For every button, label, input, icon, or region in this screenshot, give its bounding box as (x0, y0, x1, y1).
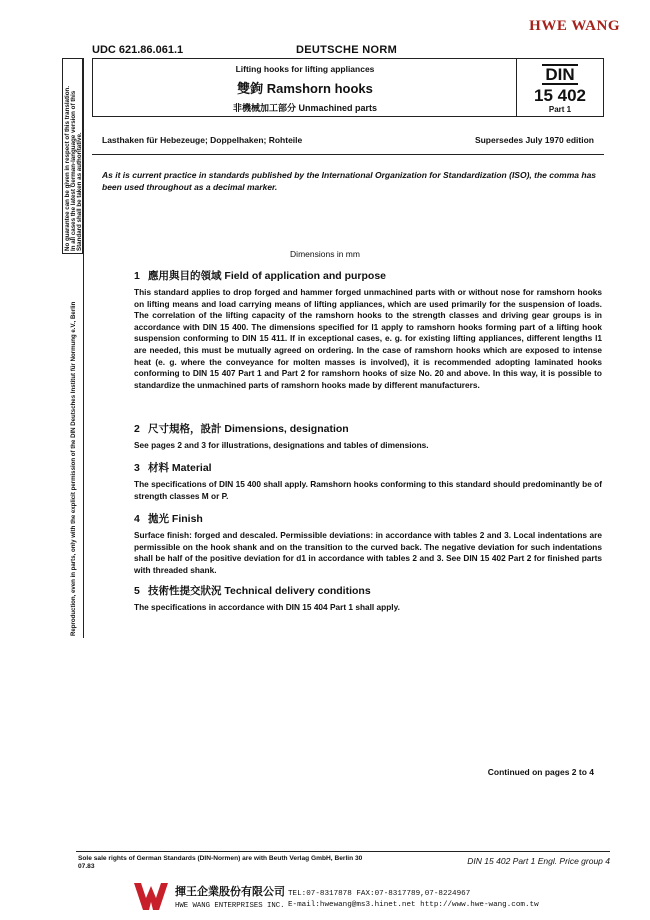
sole-sale-rights (78, 855, 362, 871)
supersedes-note: Supersedes July 1970 edition (474, 135, 594, 145)
document-subtitle: Lifting hooks for lifting appliances (235, 64, 375, 74)
section-title: 尺寸規格，設計 Dimensions, designation (148, 423, 349, 435)
translation-notice-line-1: No guarantee can be given in respect of this translation. (64, 85, 71, 251)
dimensions-note: Dimensions in mm (290, 249, 360, 259)
section-title: 材料 Material (148, 462, 212, 474)
standard-type: DEUTSCHE NORM (296, 44, 398, 56)
udc-code: UDC 621.86.061.1 (92, 44, 184, 56)
section-body: Surface finish: forged and descaled. Permissible deviations: in accordance with tables 2 and 3. Local indentations are permissible on the hook shank and on the transition to the curved back. The negative deviation for such indentations shall be half of the positive deviation for d1 in accordance with tables 2 and 3. See DIN 15 402 Part 2 for finished parts with threaded shank. (134, 530, 602, 575)
section-body: The specifications of DIN 15 400 shall apply. Ramshorn hooks conforming to this standard should predominantly be of strength classes M or P. (134, 479, 602, 501)
parts-label: 非機械加工部分 Unmachined parts (232, 103, 378, 113)
german-title: Lasthaken für Hebezeuge; Doppelhaken; Rohteile (102, 135, 303, 145)
din-number: 15 402 (534, 86, 586, 105)
section-title: 應用與目的領域 Field of application and purpose (148, 270, 387, 282)
title-area (93, 59, 517, 116)
issue-date: 07.83 (78, 863, 95, 870)
section-title: 技術性提交狀況 Technical delivery conditions (148, 585, 371, 597)
din-number-cell (516, 59, 603, 116)
company-contact (288, 889, 539, 911)
section-heading (134, 270, 602, 283)
section-heading (134, 585, 602, 598)
company-name-en: HWE WANG ENTERPRISES INC. (175, 902, 285, 910)
section-1 (134, 270, 602, 391)
company-email-web: E-mail:hwewang@ms3.hinet.net http://www.hwe-wang.com.tw (288, 901, 539, 909)
sole-sale-text: Sole sale rights of German Standards (DIN-Normen) are with Beuth Verlag GmbH, Berlin 30 (78, 855, 363, 862)
section-number: 3 (134, 462, 140, 474)
din-logo: DIN (542, 64, 577, 85)
document-title: 雙鉤 Ramshorn hooks (237, 81, 373, 96)
brand-wordmark: HWE WANG (529, 18, 620, 34)
company-tel-fax: TEL:07-8317878 FAX:07-8317789,07-8224967 (288, 890, 471, 898)
section-heading (134, 513, 602, 526)
section-heading (134, 462, 602, 475)
footer-rule (76, 851, 610, 852)
section-5 (134, 585, 602, 614)
section-heading (134, 423, 602, 436)
translation-notice-line-2: In all cases the latest German-language version of this (70, 90, 77, 251)
logo-mark (134, 883, 168, 910)
decimal-marker-note: As it is current practice in standards published by the International Organization for Standardization (ISO), the comma has been used throughout as a decimal marker. (102, 170, 597, 192)
section-2 (134, 423, 602, 452)
section-body: The specifications in accordance with DIN 15 404 Part 1 shall apply. (134, 602, 400, 612)
title-block (92, 58, 604, 117)
section-3 (134, 462, 602, 502)
continued-note: Continued on pages 2 to 4 (487, 767, 594, 777)
section-title: 拋光 Finish (148, 513, 203, 525)
hwe-wang-logo-icon (132, 880, 170, 914)
divider (92, 154, 604, 155)
section-body: See pages 2 and 3 for illustrations, designations and tables of dimensions. (134, 440, 429, 450)
price-group: DIN 15 402 Part 1 Engl. Price group 4 (467, 856, 610, 866)
din-part: Part 1 (548, 105, 572, 114)
reproduction-notice: Reproduction, even in parts, only with the explicit permission of the DIN Deutsches Institut für Normung e.V., Berlin (70, 301, 77, 636)
section-number: 1 (134, 270, 140, 282)
section-body: This standard applies to drop forged and hammer forged unmachined parts with or without nose for ramshorn hooks on lifting means and load carrying means of lifting appliances, which are used primarily for the suspension of loads. The correlation of the lifting capacity of the ramshorn hooks to the strength classes and driving gear groups is in accordance with DIN 15 400. The dimensions specified for l1 apply to ramshorn hooks forming part of a lifting hook suspension conforming to DIN 15 411. If in exceptional cases, e. g. for existing lifting appliances, different lengths l1 are needed, this must be mutually agreed on ordering. In the case of ramshorn hooks which are exposed to intense heat (e. g. where the conveyance for molten masses is involved), it is recommended adopting laminated hooks conforming to DIN 15 407 Part 1 and Part 2 for ramshorn hooks of size No. 20 and above. In this way, it is possible to standardize the unmachined parts of ramshorn hooks made by different manufacturers. (134, 287, 602, 390)
translation-notice-line-3: Standard shall be taken as authoritative. (76, 132, 83, 251)
translation-notice-box (62, 58, 83, 254)
section-4 (134, 513, 602, 576)
section-number: 4 (134, 513, 140, 525)
section-number: 5 (134, 585, 140, 597)
company-name-zh: 揮王企業股份有限公司 (175, 886, 285, 898)
section-number: 2 (134, 423, 140, 435)
